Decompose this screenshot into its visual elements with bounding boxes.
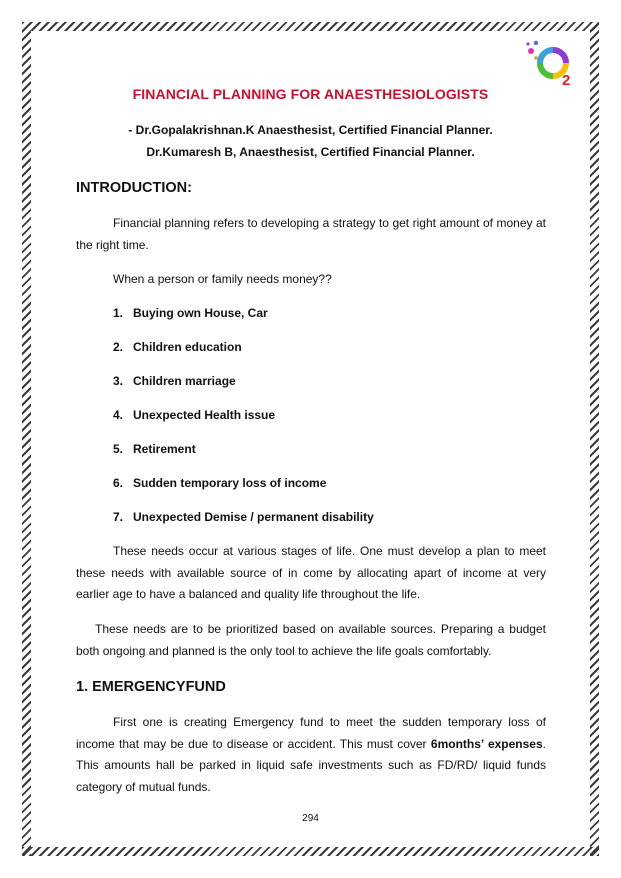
emergency-fund-heading: 1. EMERGENCYFUND	[76, 679, 226, 695]
intro-paragraph-3	[76, 619, 546, 662]
list-item	[113, 408, 275, 422]
list-item-text: Unexpected Health issue	[133, 408, 276, 422]
list-item-text: Unexpected Demise / permanent disability	[133, 510, 374, 524]
emergency-fund-text-2: . This amounts hall be parked in liquid safe investments such as FD/RD/ liquid funds category of mutual funds.	[76, 736, 546, 794]
document-title: FINANCIAL PLANNING FOR ANAESTHESIOLOGISTS	[132, 86, 489, 102]
list-item	[113, 374, 236, 388]
list-item	[113, 340, 242, 354]
intro-question	[76, 269, 546, 291]
author-line-1: - Dr.Gopalakrishnan.K Anaesthesist, Certified Financial Planner.	[128, 123, 493, 137]
list-item-text: Sudden temporary loss of income	[133, 476, 327, 490]
list-item-number: 5.	[113, 442, 124, 456]
list-item	[113, 442, 196, 456]
introduction-heading: INTRODUCTION:	[76, 180, 192, 196]
list-item-number: 1.	[113, 306, 124, 320]
list-item-text: Buying own House, Car	[133, 306, 268, 320]
list-item-number: 2.	[113, 340, 124, 354]
intro-paragraph-3-text: These needs are to be prioritized based on available sources. Preparing a budget both ongoing and planned is the only tool to achieve the life goals comfortably.	[76, 622, 546, 658]
list-item	[113, 476, 326, 490]
author-line-2: Dr.Kumaresh B, Anaesthesist, Certified Financial Planner.	[146, 145, 475, 159]
list-item	[113, 306, 268, 320]
emergency-fund-text-1: First one is creating Emergency fund to meet the sudden temporary loss of income that may be due to disease or accident. This must cover	[76, 715, 546, 751]
list-item-text: Children education	[133, 340, 242, 354]
page-number: 294	[302, 813, 319, 824]
intro-paragraph-2	[76, 541, 546, 606]
logo-subscript: 2	[562, 72, 571, 88]
list-item-number: 7.	[113, 510, 124, 524]
list-item-text: Retirement	[133, 442, 196, 456]
intro-question-text: When a person or family needs money??	[113, 272, 332, 286]
intro-paragraph-1	[76, 213, 546, 256]
page-border-bottom	[22, 847, 599, 856]
o2-logo	[524, 38, 580, 88]
intro-paragraph-1-text: Financial planning refers to developing a strategy to get right amount of money at the right time.	[76, 216, 546, 252]
emergency-fund-paragraph	[76, 712, 546, 798]
emergency-fund-bold-text: 6months’ expenses	[430, 736, 543, 751]
list-item	[113, 510, 374, 524]
list-item-number: 3.	[113, 374, 124, 388]
page-border-top	[22, 22, 599, 31]
list-item-number: 4.	[113, 408, 124, 422]
list-item-number: 6.	[113, 476, 124, 490]
intro-paragraph-2-text: These needs occur at various stages of life. One must develop a plan to meet these needs with available source of in come by allocating apart of income at very earlier age to have a balanced and quality life throughout the life.	[76, 544, 546, 601]
list-item-text: Children marriage	[133, 374, 236, 388]
